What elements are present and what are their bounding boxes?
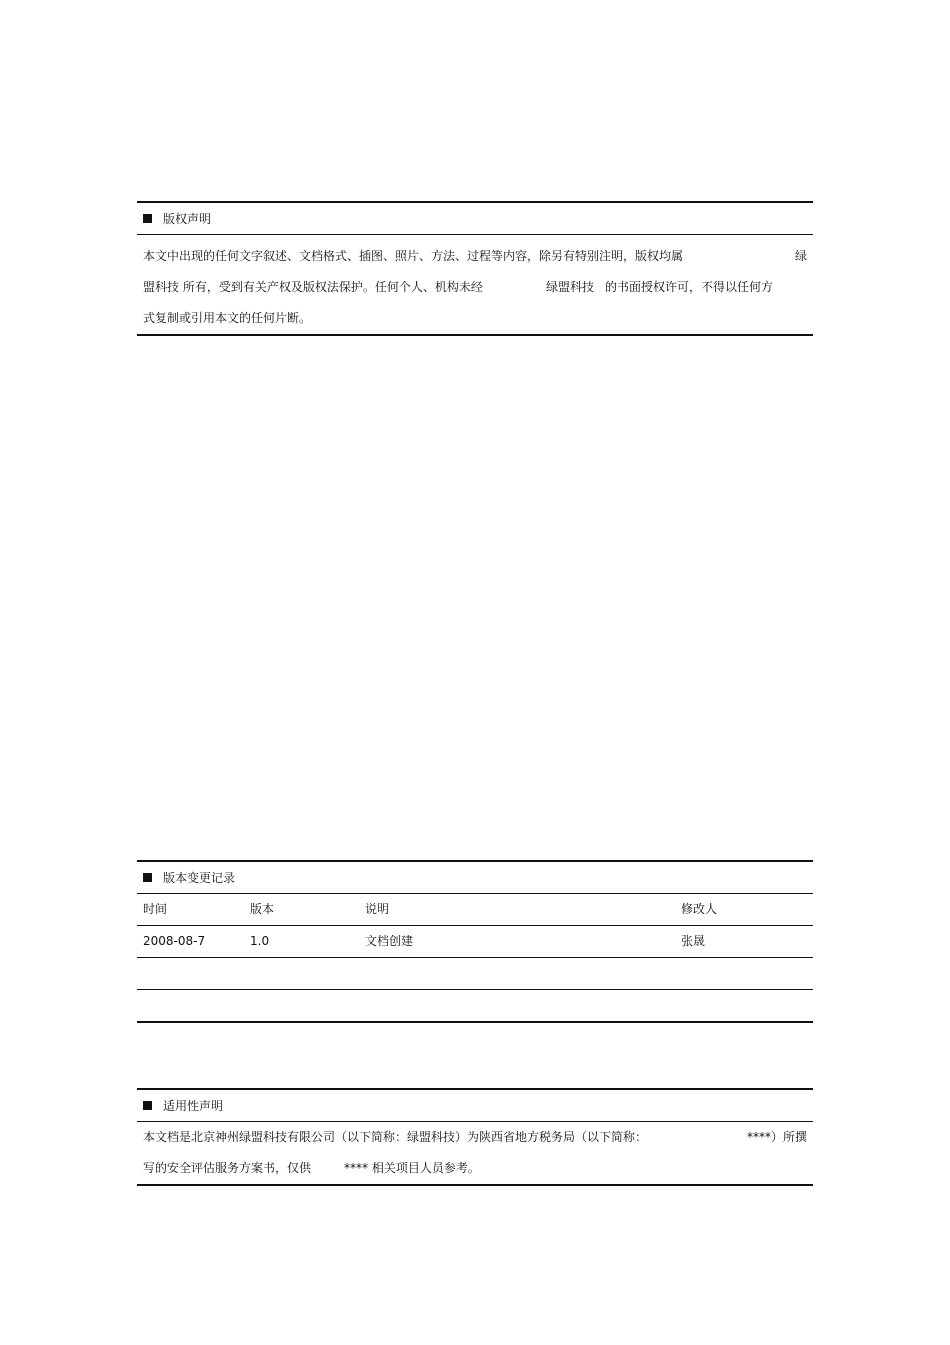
square-bullet-icon [143,1101,152,1110]
text-line [143,241,807,272]
cell-modifier: 张晟 [681,934,706,948]
table-row [137,926,813,957]
column-header-time: 时间 [143,902,168,916]
heading-text: 版本变更记录 [163,871,236,885]
table-header-row [137,894,813,925]
text-run: 绿盟科技 [546,280,595,294]
section-heading [137,203,813,234]
heading-text: 版权声明 [163,212,212,226]
applicability-section [137,1088,813,1186]
text-line [143,272,807,303]
copyright-section [137,201,813,336]
text-run: 本文中出现的任何文字叙述、文档格式、插图、照片、方法、过程等内容，除另有特别注明，版权均属 [143,249,684,263]
text-line [143,1122,807,1153]
text-run: **** 相关项目人员参考。 [344,1161,480,1175]
cell-time: 2008-08-7 [143,934,206,948]
column-header-modifier: 修改人 [681,902,718,916]
section-heading [137,1090,813,1121]
column-header-description: 说明 [365,902,390,916]
cell-description: 文档创建 [365,934,414,948]
text-line [143,1153,807,1184]
text-run: 式复制或引用本文的任何片断。 [143,311,312,325]
column-header-version: 版本 [250,902,275,916]
section-heading [137,862,813,893]
text-run: ****）所撰 [746,1130,807,1144]
bottom-rule [137,1021,813,1023]
text-run: 写的安全评估服务方案书，仅供 [143,1161,312,1175]
heading-text: 适用性声明 [163,1099,224,1113]
text-line [143,303,807,334]
table-row [137,990,813,1021]
table-row [137,958,813,989]
cell-version: 1.0 [250,934,270,948]
bottom-rule [137,1184,813,1186]
bottom-rule [137,334,813,336]
text-run: 的书面授权许可，不得以任何方 [605,280,774,294]
copyright-text [137,235,813,340]
square-bullet-icon [143,873,152,882]
text-run: 绿 [794,249,807,263]
version-history-section [137,860,813,1023]
applicability-text [137,1122,813,1184]
text-run: 盟科技 所有，受到有关产权及版权法保护。任何个人、机构未经 [143,280,483,294]
text-run: 本文档是北京神州绿盟科技有限公司（以下简称：绿盟科技）为陕西省地方税务局（以下简称： [143,1130,648,1144]
square-bullet-icon [143,214,152,223]
